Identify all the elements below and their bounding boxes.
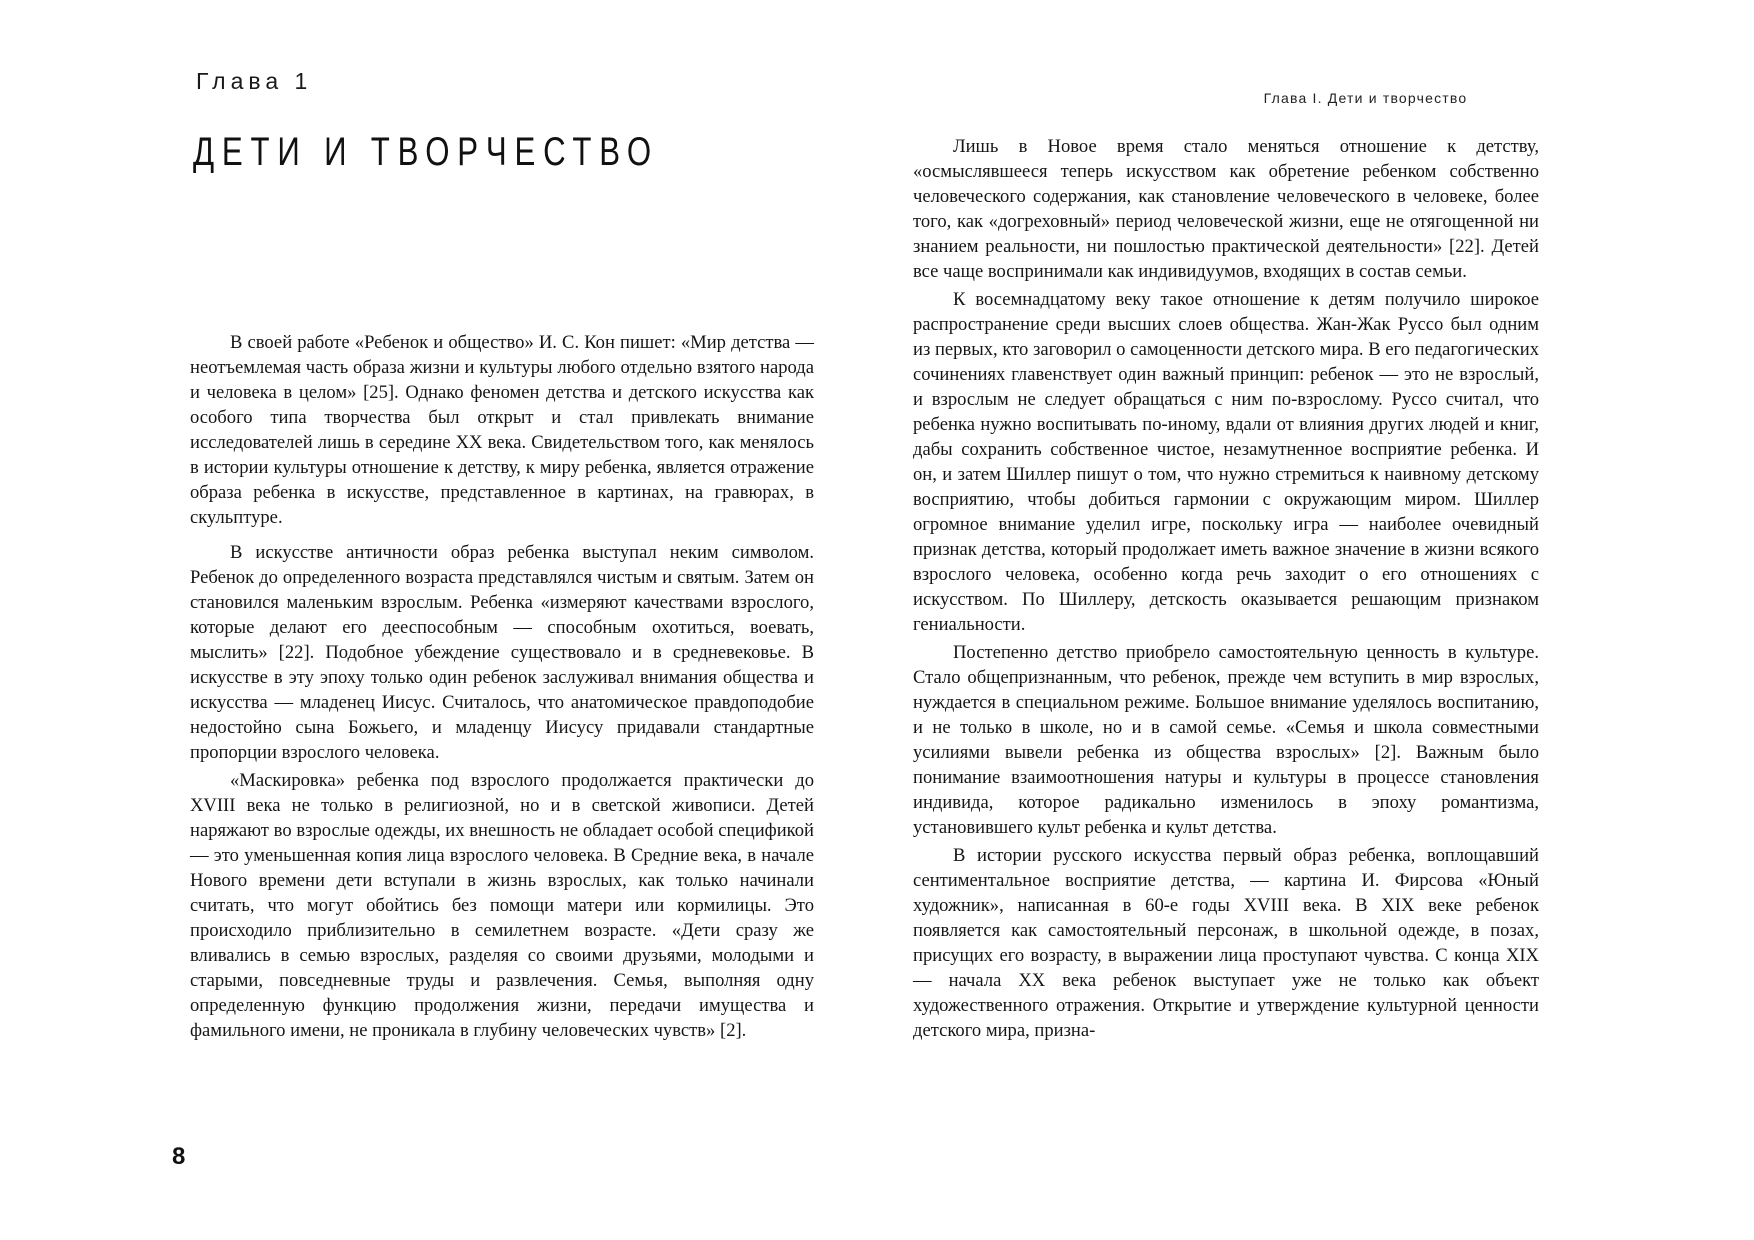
chapter-label: Глава 1 bbox=[196, 68, 313, 94]
right-body-text bbox=[913, 134, 1539, 1043]
paragraph: Лишь в Новое время стало меняться отношение к детству, «осмыслявшееся теперь искусством как обретение ребенком собственно человеческого содержания, как становление человеческого в человеке, более того, как «догреховный» период человеческой жизни, еще не отягощенной ни знанием реальности, ни пошлостью практической деятельности» [22]. Детей все чаще воспринимали как индивидуумов, входящих в состав семьи. bbox=[913, 136, 1539, 282]
page-number: 8 bbox=[172, 1143, 186, 1170]
chapter-title: ДЕТИ И ТВОРЧЕСТВО bbox=[193, 130, 659, 174]
paragraph: «Маскировка» ребенка под взрослого продолжается практически до XVIII века не только в религиозной, но и в светской живописи. Детей наряжают во взрослые одежды, их внешность не обладает особой спецификой — это уменьшенная копия лица взрослого человека. В Средние века, в начале Нового времени дети вступали в жизнь взрослых, как только начинали считать, что могут обойтись без помощи матери или кормилицы. Это происходило приблизительно в семилетнем возрасте. «Дети сразу же вливались в семью взрослых, разделяя со своими друзьями, молодыми и старыми, повседневные труды и развлечения. Семья, выполняя одну определенную функцию продолжения жизни, передачи имущества и фамильного имени, не проникала в глубину человеческих чувств» [2]. bbox=[190, 770, 814, 1041]
paragraph: В своей работе «Ребенок и общество» И. С. Кон пишет: «Мир детства — неотъемлемая часть образа жизни и культуры любого отдельно взятого народа и человека в целом» [25]. Однако феномен детства и детского искусства как особого типа творчества был открыт и стал привлекать внимание исследователей лишь в середине XX века. Свидетельством того, как менялось в истории культуры отношение к детству, к миру ребенка, является отражение образа ребенка в искусстве, представленное в картинах, на гравюрах, в скульптуре. bbox=[190, 332, 814, 528]
right-page bbox=[877, 0, 1754, 1240]
running-head: Глава I. Дети и творчество bbox=[1263, 90, 1468, 106]
paragraph: В истории русского искусства первый образ ребенка, воплощавший сентиментальное восприятие детства, — картина И. Фирсова «Юный художник», написанная в 60-е годы XVIII века. В XIX веке ребенок появляется как самостоятельный персонаж, в школьной одежде, в позах, присущих его возрасту, в выражении лица проступают чувства. С конца XIX — начала XX века ребенок выступает уже не только как объект художественного отражения. Открытие и утверждение культурной ценности детского мира, призна- bbox=[913, 845, 1539, 1041]
left-body-text bbox=[190, 330, 814, 1043]
paragraph: К восемнадцатому веку такое отношение к детям получило широкое распространение среди высших слоев общества. Жан-Жак Руссо был одним из первых, кто заговорил о самоценности детского мира. В его педагогических сочинениях главенствует один важный принцип: ребенок — это не взрослый, и взрослым не следует обращаться с ним по-взрослому. Руссо считал, что ребенка нужно воспитывать по-иному, вдали от влияния других людей и книг, дабы сохранить собственное чистое, незамутненное восприятие ребенка. И он, и затем Шиллер пишут о том, что нужно стремиться к наивному детскому восприятию, чтобы добиться гармонии с окружающим миром. Шиллер огромное внимание уделил игре, поскольку игра — наиболее очевидный признак детства, который продолжает иметь важное значение в жизни всякого взрослого человека, особенно когда речь заходит о его отношениях с искусством. По Шиллеру, детскость оказывается решающим признаком гениальности. bbox=[913, 289, 1539, 635]
paragraph: В искусстве античности образ ребенка выступал неким символом. Ребенок до определенного возраста представлялся чистым и святым. Затем он становился маленьким взрослым. Ребенка «измеряют качествами взрослого, которые делают его дееспособным — способным охотиться, воевать, мыслить» [22]. Подобное убеждение существовало и в средневековье. В искусстве в эту эпоху только один ребенок заслуживал внимания общества и искусства — младенец Иисус. Считалось, что анатомическое правдоподобие недостойно сына Божьего, и младенцу Иисусу придавали стандартные пропорции взрослого человека. bbox=[190, 542, 814, 763]
paragraph: Постепенно детство приобрело самостоятельную ценность в культуре. Стало общепризнанным, что ребенок, прежде чем вступить в мир взрослых, нуждается в специальном режиме. Большое внимание уделялось воспитанию, и не только в школе, но и в самой семье. «Семья и школа совместными усилиями вывели ребенка из общества взрослых» [2]. Важным было понимание взаимоотношения натуры и культуры в процессе становления индивида, которое радикально изменилось в эпоху романтизма, установившего культ ребенка и культ детства. bbox=[913, 642, 1539, 838]
